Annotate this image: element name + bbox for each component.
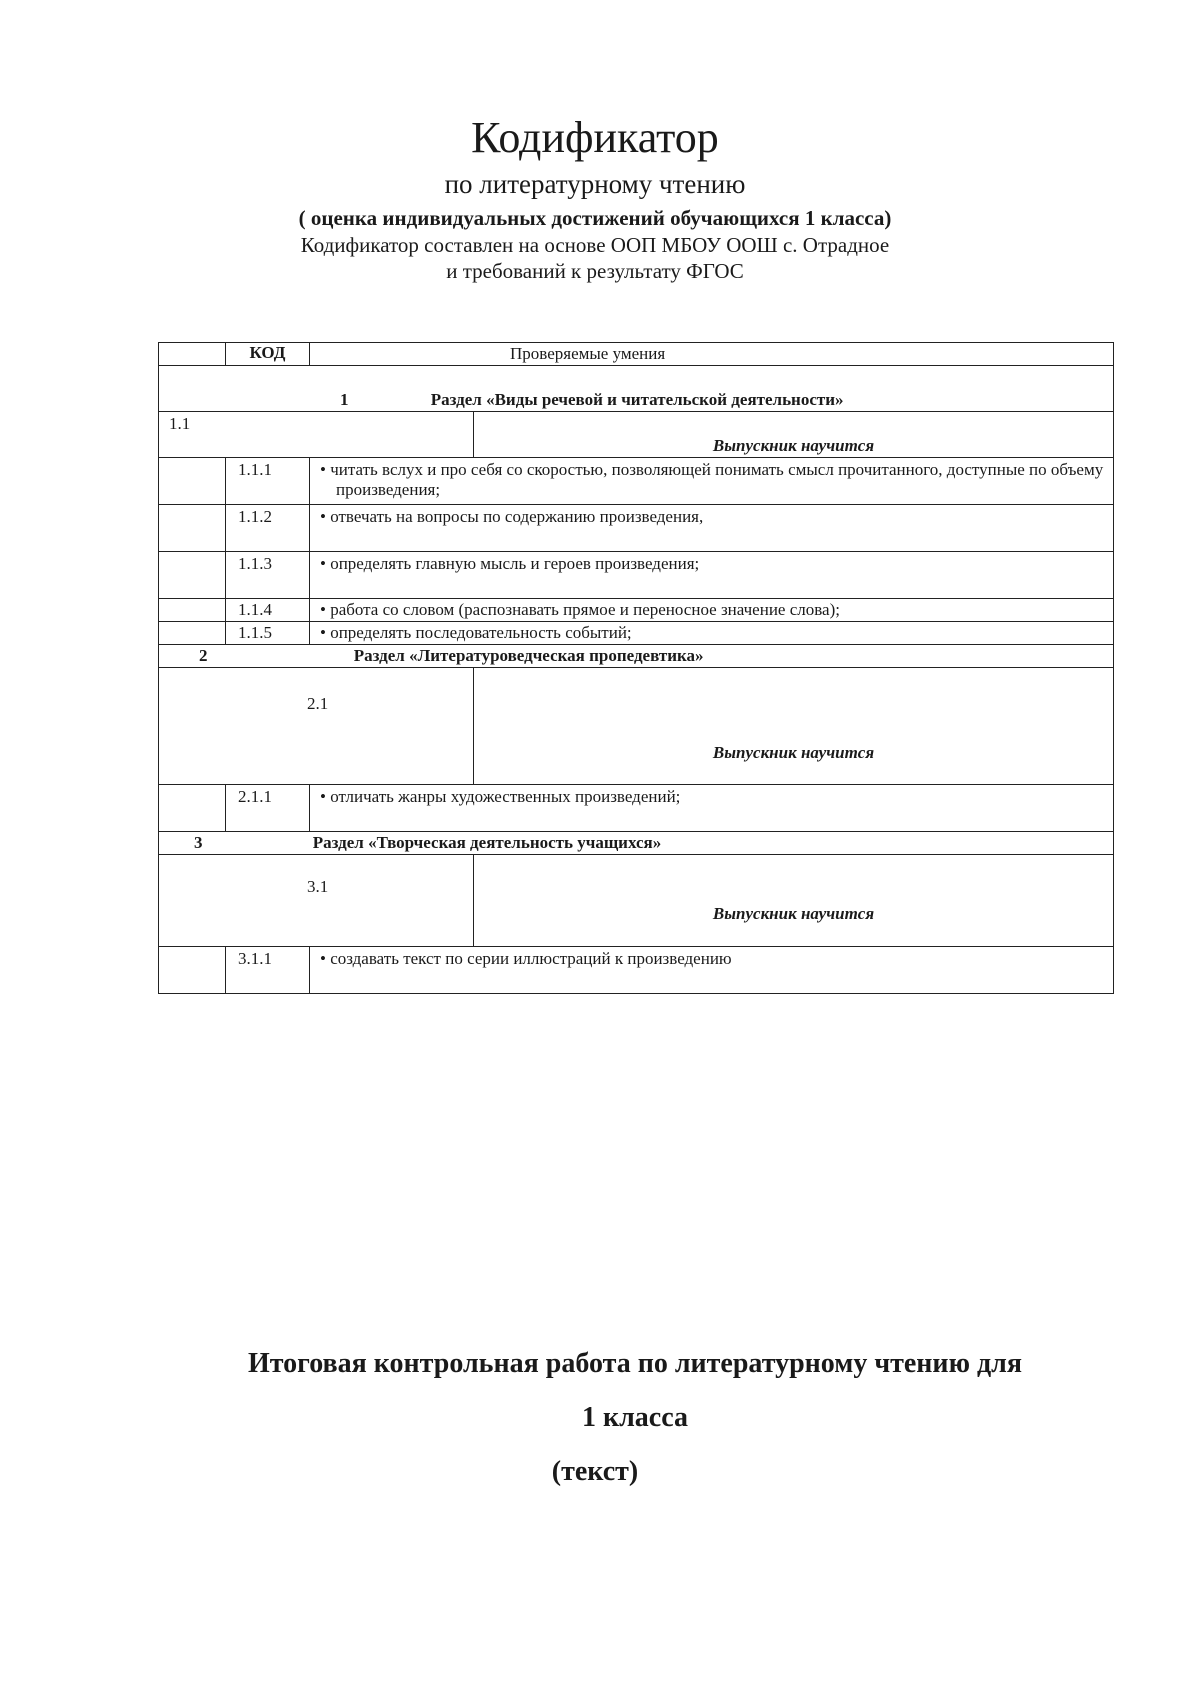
document-subtitle: по литературному чтению (444, 169, 746, 199)
graduate-label: Выпускник научится (474, 668, 1114, 785)
item-code: 3.1.1 (226, 947, 310, 994)
item-code: 1.1.5 (226, 622, 310, 645)
section-number: 2 (199, 646, 208, 665)
footer-title-line1: Итоговая контрольная работа по литературному чтению для (248, 1348, 1022, 1379)
item-code: 1.1.2 (226, 505, 310, 552)
subsection-row (159, 668, 1114, 785)
item-text: • определять последовательность событий; (320, 623, 632, 642)
item-text: • отвечать на вопросы по содержанию произведения, (320, 507, 704, 526)
subsection-code: 1.1 (159, 412, 474, 458)
section-row (159, 366, 1114, 412)
table-row (159, 947, 1114, 994)
graduate-label: Выпускник научится (474, 855, 1114, 947)
table-row (159, 552, 1114, 599)
header-skills: Проверяемые умения (310, 343, 1114, 366)
item-text: • читать вслух и про себя со скоростью, позволяющей понимать смысл прочитанного, доступные по объему произведения; (320, 460, 1104, 499)
item-code: 1.1.4 (226, 599, 310, 622)
basis-line-1: Кодификатор составлен на основе ООП МБОУ ООШ с. Отрадное (300, 233, 890, 257)
item-code: 2.1.1 (226, 785, 310, 832)
table-row (159, 622, 1114, 645)
subsection-code: 3.1 (159, 855, 474, 947)
section-row (159, 832, 1114, 855)
table-row (159, 599, 1114, 622)
document-title: Кодификатор (471, 113, 719, 162)
graduate-label: Выпускник научится (474, 412, 1114, 458)
table-row (159, 458, 1114, 505)
item-code: 1.1.1 (226, 458, 310, 505)
table-row (159, 505, 1114, 552)
section-number: 3 (194, 833, 203, 852)
subsection-row (159, 412, 1114, 458)
table-header-row (159, 343, 1114, 366)
basis-line-2: и требований к результату ФГОС (446, 259, 744, 283)
subsection-code: 2.1 (159, 668, 474, 785)
codifier-table (158, 342, 1114, 994)
section-number: 1 (340, 390, 349, 409)
section-title: Раздел «Виды речевой и читательской деятельности» (430, 390, 844, 409)
section-title: Раздел «Литературоведческая пропедевтика» (353, 646, 704, 665)
item-text: • определять главную мысль и героев произведения; (320, 554, 700, 573)
item-text: • работа со словом (распознавать прямое и переносное значение слова); (320, 600, 840, 619)
section-title: Раздел «Творческая деятельность учащихся» (312, 833, 662, 852)
header-code: КОД (226, 343, 310, 366)
footer-title-line3: (текст) (551, 1456, 639, 1487)
item-code: 1.1.3 (226, 552, 310, 599)
table-row (159, 785, 1114, 832)
item-text: • отличать жанры художественных произведений; (320, 787, 681, 806)
section-row (159, 645, 1114, 668)
footer-title-line2: 1 класса (581, 1402, 689, 1433)
subsection-row (159, 855, 1114, 947)
item-text: • создавать текст по серии иллюстраций к произведению (320, 949, 732, 968)
assessment-line: ( оценка индивидуальных достижений обучающихся 1 класса) (298, 206, 892, 230)
